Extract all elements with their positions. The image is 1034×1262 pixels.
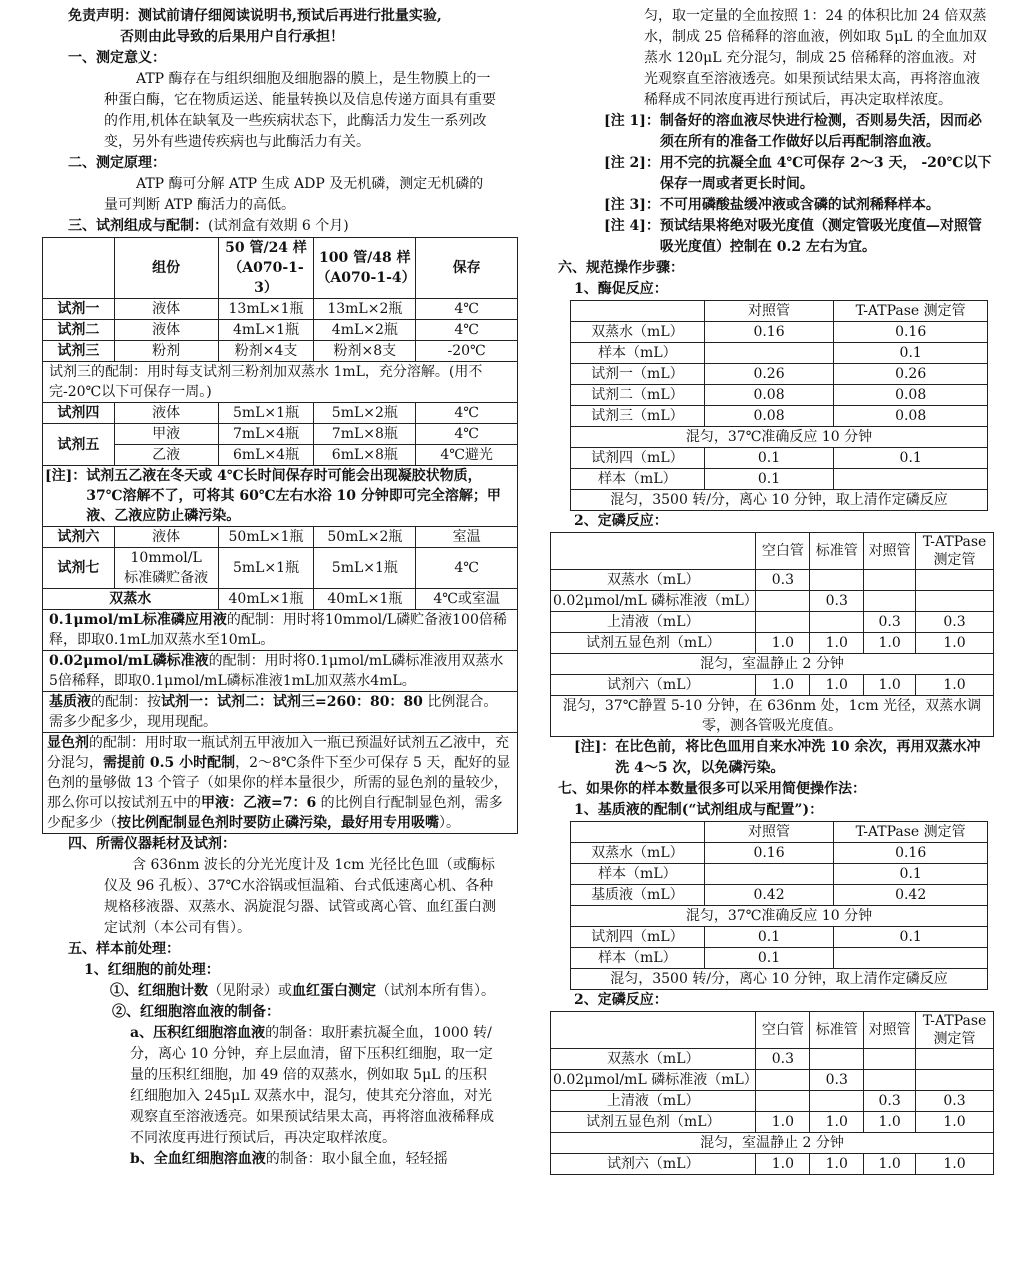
table-row: 试剂六（mL） 1.0 1.0 1.0 1.0 [551,675,994,696]
table-row: 试剂一 液体 13mL×1瓶 13mL×2瓶 4℃ [43,299,518,320]
left-column [40,6,520,1170]
phosphorus-mix-step-2: 混匀，37℃静置 5-10 分钟，在 636nm 处，1cm 光径，双蒸水调零，测各管吸光度值。 [551,696,994,737]
reagent-header-50: 50 管/24 样 （A070-1-3） [218,238,314,299]
table-row: 试剂六（mL） 1.0 1.0 1.0 1.0 [551,1154,994,1175]
table-row: 乙液 6mL×4瓶 6mL×8瓶 4℃避光 [43,445,518,466]
phosphorus-table-2: 空白管 标准管 对照管 T-ATPase 测定管 双蒸水（mL） 0.3 0.02μmol/mL 磷标准液（mL） 0.3 上清液（mL） 0.3 0.3 试剂五显色剂（mL） 1.0 1.0 1.0 1.0 混匀，室温静止 2 分钟 试剂六（mL） 1.0 1.0 1.0 1.0 [550,1011,994,1175]
section-5-sub1: 1、红细胞的前处理： [84,962,220,978]
reagent-table [42,237,518,834]
table-row: 试剂五显色剂（mL） 1.0 1.0 1.0 1.0 [551,633,994,654]
reagent-5-note: [注]： 试剂五乙液在冬天或 4℃长时间保存时可能会出现凝胶状物质，37℃溶解不了，可将其 60℃左右水浴 10 分钟即可完全溶解；甲液、乙液应防止磷污染。 [43,466,518,527]
table-row: 双蒸水（mL） 0.16 0.16 [571,322,988,343]
section-6-title: 六、规范操作步骤： [558,260,684,276]
enzyme-reaction-table: 对照管 T-ATPase 测定管 双蒸水（mL） 0.16 0.16 样本（mL） 0.1 试剂一（mL） 0.26 0.26 试剂二（mL） 0.08 0.08 试剂三（mL） 0.08 0.08 混匀，37℃准确反应 10 分钟 试剂四（mL） 0.1 0.1 样本（mL） 0.1 混匀，3500 转/分，离心 10 分钟，取上清作定磷反应 [570,300,988,511]
table-row: 上清液（mL） 0.3 0.3 [551,1091,994,1112]
section-5-title: 五、样本前处理： [68,941,180,957]
table-row: 样本（mL） 0.1 [571,864,988,885]
reagent-header-storage: 保存 [416,238,518,299]
section-6-sub1: 1、酶促反应： [574,281,668,297]
table-row: 0.02μmol/mL 磷标准液（mL） 0.3 [551,591,994,612]
section-5-item2b: b、全血红细胞溶血液的制备：取小鼠全血，轻轻摇 [130,1151,448,1167]
reagent-header-100: 100 管/48 样 （A070-1-4） [314,238,416,299]
table-row: 样本（mL） 0.1 [571,343,988,364]
table-row: 双蒸水（mL） 0.16 0.16 [571,843,988,864]
section-5-item2: ②、红细胞溶血液的制备： [112,1004,280,1020]
section-7-title: 七、如果你的样本数量很多可以采用简便操作法： [558,781,866,797]
note-5: [注]： 在比色前，将比色皿用自来水冲洗 10 余次，再用双蒸水冲洗 4～5 次，以免磷污染。 [574,739,981,776]
section-2-title: 二、测定原理： [68,155,166,171]
table-row: 0.02μmol/mL 磷标准液（mL） 0.3 [551,1070,994,1091]
simplified-mix-step-2: 混匀，3500 转/分，离心 10 分钟，取上清作定磷反应 [571,969,988,990]
enzyme-mix-step-2: 混匀，3500 转/分，离心 10 分钟，取上清作定磷反应 [571,490,988,511]
table-row: 双蒸水 40mL×1瓶 40mL×1瓶 4℃或室温 [43,589,518,610]
reagent-3-note: 试剂三的配制：用时每支试剂三粉剂加双蒸水 1mL，充分溶解。(用不完-20℃以下可保存一周。) [43,362,518,403]
section-3-heading [40,216,520,237]
note-2: [注 2]： 用不完的抗凝全血 4℃可保存 2～3 天， -20℃以下保存一周或者更长时间。 [604,155,992,192]
right-column [548,6,996,1175]
section-3-note: (试剂盒有效期 6 个月) [208,218,349,234]
table-row: 试剂四 液体 5mL×1瓶 5mL×2瓶 4℃ [43,403,518,424]
note-3: [注 3]： 不可用磷酸盐缓冲液或含磷的试剂稀释样本。 [604,197,940,213]
table-row: 双蒸水（mL） 0.3 [551,1049,994,1070]
disclaimer-line-1: 免责声明：测试前请仔细阅读说明书,预试后再进行批量实验, [68,8,442,24]
phosphorus-2-mix-step-1: 混匀，室温静止 2 分钟 [551,1133,994,1154]
table-row: 样本（mL） 0.1 [571,948,988,969]
standard-2-prep: 0.02μmol/mL磷标准液的配制：用时将0.1μmol/mL磷标准液用双蒸水5倍稀释，即取0.1μmol/mL磷标准液1mL加双蒸水4mL。 [43,651,518,692]
section-3-title: 三、试剂组成与配制： [68,218,208,234]
section-5-item2b-continued: 匀，取一定量的全血按照 1：24 的体积比加 24 倍双蒸水，制成 25 倍稀释的溶血液，例如取 5μL 的全血加双蒸水 120μL 充分混匀，制成 25 倍稀释的溶血液。对光观察直至溶液透亮。如果预试结果太高，再将溶血液稀释成不同浓度再进行预试后，再决定取样浓度。 [644,8,987,108]
table-row: 双蒸水（mL） 0.3 [551,570,994,591]
developer-prep: 显色剂的配制：用时取一瓶试剂五甲液加入一瓶已预温好试剂五乙液中，充分混匀，需提前 0.5 小时配制，2～8℃条件下至少可保存 5 天，配好的显色剂的量够做 13 个管子（如果你的样本量很少，所需的显色剂的量较少，那么你可以按试剂五中的甲液：乙液=7：6 的比例自行配制显色剂，需多少配多少（按比例配制显色剂时要防止磷污染，最好用专用吸嘴）。 [43,733,518,834]
table-row: 样本（mL） 0.1 [571,469,988,490]
reagent-header-empty [43,238,115,299]
table-row: 试剂五 甲液 7mL×4瓶 7mL×8瓶 4℃ [43,424,518,445]
standard-1-prep: 0.1μmol/mL标准磷应用液的配制：用时将10mmol/L磷贮备液100倍稀释，即取0.1mL加双蒸水至10mL。 [43,610,518,651]
section-5-item2a: a、压积红细胞溶血液的制备：取肝素抗凝全血，1000 转/分，离心 10 分钟，弃上层血清，留下压积红细胞，取一定量的压积红细胞，加 49 倍的双蒸水，例如取 5μL 的压积红细胞加入 245μL 双蒸水中，混匀，使其充分溶血，对光观察直至溶液透亮。如果预试结果太高，再将溶血液稀释成不同浓度再进行预试后，再决定取样浓度。 [130,1025,494,1146]
section-4-title: 四、所需仪器耗材及试剂： [68,836,236,852]
table-row: 上清液（mL） 0.3 0.3 [551,612,994,633]
table-row: 试剂七 10mmol/L 标准磷贮备液 5mL×1瓶 5mL×1瓶 4℃ [43,548,518,589]
section-7-sub2: 2、定磷反应： [574,992,668,1008]
reagent-header-component: 组份 [114,238,218,299]
table-row: 试剂四（mL） 0.1 0.1 [571,927,988,948]
substrate-prep: 基质液的配制：按试剂一：试剂二：试剂三=260：80：80 比例混合。需多少配多少，现用现配。 [43,692,518,733]
section-2-text: ATP 酶可分解 ATP 生成 ADP 及无机磷，测定无机磷的量可判断 ATP 酶活力的高低。 [104,176,484,213]
section-7-sub1: 1、基质液的配制(“试剂组成与配置”)： [574,802,824,818]
table-row: 试剂二 液体 4mL×1瓶 4mL×2瓶 4℃ [43,320,518,341]
enzyme-mix-step-1: 混匀，37℃准确反应 10 分钟 [571,427,988,448]
disclaimer-line-2: 否则由此导致的后果用户自行承担！ [120,29,344,45]
section-4-text: 含 636nm 波长的分光光度计及 1cm 光径比色皿（或酶标仪及 96 孔板）、37℃水浴锅或恒温箱、台式低速离心机、各种规格移液器、双蒸水、涡旋混匀器、试管或离心管、血红蛋白测定试剂（本公司有售）。 [104,857,496,936]
simplified-mix-step-1: 混匀，37℃准确反应 10 分钟 [571,906,988,927]
table-row: 试剂三（mL） 0.08 0.08 [571,406,988,427]
section-6-sub2: 2、定磷反应： [574,513,668,529]
table-row: 试剂四（mL） 0.1 0.1 [571,448,988,469]
simplified-enzyme-table: 对照管 T-ATPase 测定管 双蒸水（mL） 0.16 0.16 样本（mL） 0.1 基质液（mL） 0.42 0.42 混匀，37℃准确反应 10 分钟 试剂四（mL） 0.1 0.1 样本（mL） 0.1 混匀，3500 转/分，离心 10 分钟，取上清作定磷反应 [570,821,988,990]
table-row: 基质液（mL） 0.42 0.42 [571,885,988,906]
table-row: 试剂六 液体 50mL×1瓶 50mL×2瓶 室温 [43,527,518,548]
table-row: 试剂二（mL） 0.08 0.08 [571,385,988,406]
note-1: [注 1]： 制备好的溶血液尽快进行检测，否则易失活，因而必须在所有的准备工作做好以后再配制溶血液。 [604,113,982,150]
phosphorus-mix-step-1: 混匀，室温静止 2 分钟 [551,654,994,675]
table-row: 试剂三 粉剂 粉剂×4支 粉剂×8支 -20℃ [43,341,518,362]
section-5-item1: ①、红细胞计数（见附录）或血红蛋白测定（试剂本所有售）。 [110,983,495,999]
notes-list [548,111,996,258]
section-1-text: ATP 酶存在与组织细胞及细胞器的膜上，是生物膜上的一种蛋白酶，它在物质运送、能量转换以及信息传递方面具有重要的作用,机体在缺氧及一些疾病状态下，此酶活力发生一系列改变，另外有些遗传疾病也与此酶活力有关。 [104,71,496,150]
section-1-title: 一、测定意义： [68,50,166,66]
note-4: [注 4]： 预试结果将绝对吸光度值（测定管吸光度值—对照管吸光度值）控制在 0.2 左右为宜。 [604,218,982,255]
phosphorus-table-1: 空白管 标准管 对照管 T-ATPase 测定管 双蒸水（mL） 0.3 0.02μmol/mL 磷标准液（mL） 0.3 上清液（mL） 0.3 0.3 试剂五显色剂（mL） 1.0 1.0 1.0 1.0 混匀，室温静止 2 分钟 试剂六（mL） 1.0 1.0 1.0 1.0 混匀，37℃静置 5-10 分钟，在 636nm 处，1cm 光径，双蒸水调零，测各管吸光度值。 [550,532,994,737]
table-row: 试剂五显色剂（mL） 1.0 1.0 1.0 1.0 [551,1112,994,1133]
table-row: 试剂一（mL） 0.26 0.26 [571,364,988,385]
